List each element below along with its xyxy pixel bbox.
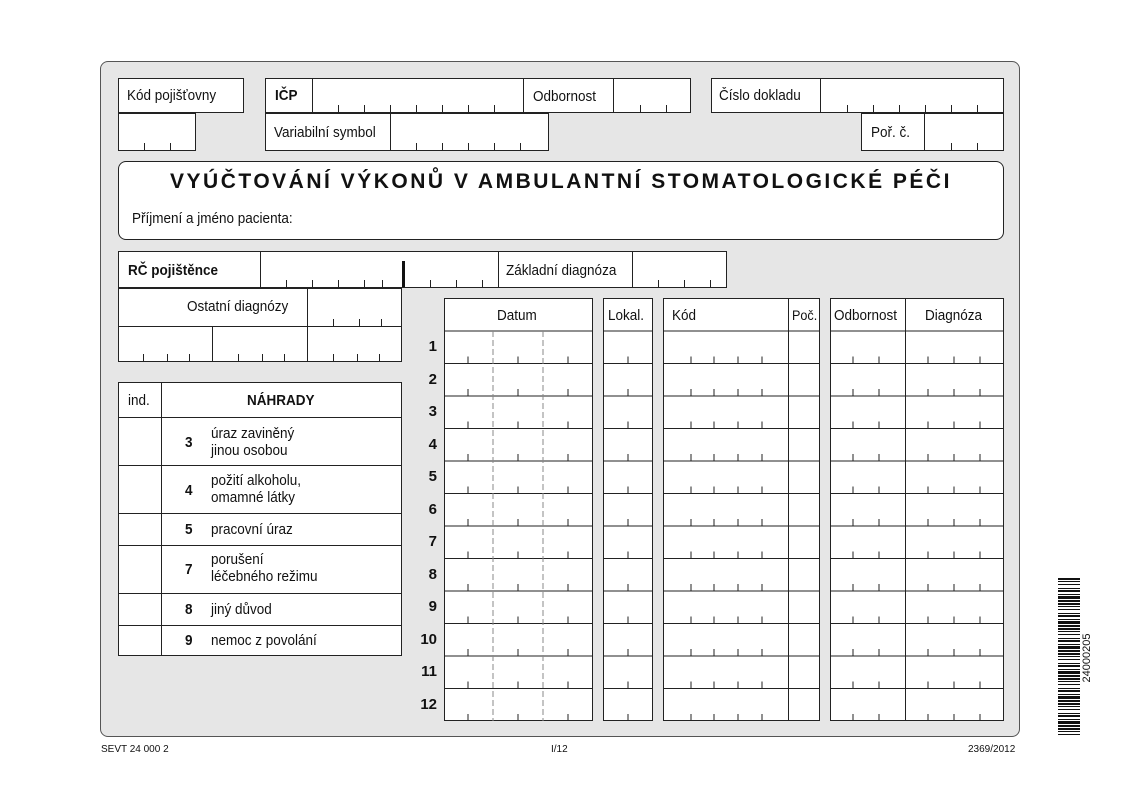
row-number: 1 xyxy=(428,338,437,355)
other-diagnoses-field[interactable] xyxy=(118,288,402,362)
row-number: 12 xyxy=(420,695,437,713)
specialty-diagnosis-column[interactable] xyxy=(830,298,1004,721)
doc-number-field[interactable] xyxy=(711,78,1004,113)
icp-label: IČP xyxy=(275,87,298,104)
date-header: Datum xyxy=(497,307,537,324)
sequence-field[interactable] xyxy=(861,113,1004,151)
barcode-number: 24000205 xyxy=(1081,633,1093,683)
count-header: Poč. xyxy=(792,307,818,323)
row-number: 4 xyxy=(428,435,437,453)
footer-left: SEVT 24 000 2 xyxy=(101,744,169,755)
row-number: 11 xyxy=(421,663,437,680)
insurer-code-field[interactable] xyxy=(118,113,196,151)
row-number: 5 xyxy=(428,468,437,485)
row-number: 3 xyxy=(428,403,437,420)
form-title: VYÚČTOVÁNÍ VÝKONŮ V AMBULANTNÍ STOMATOLOGICKÉ PÉČI xyxy=(170,170,952,193)
row-number: 7 xyxy=(428,533,437,550)
variable-symbol-label: Variabilní symbol xyxy=(274,124,376,141)
row-number: 8 xyxy=(428,565,437,583)
compensation-heading: NÁHRADY xyxy=(247,392,315,409)
footer-right: 2369/2012 xyxy=(968,744,1016,755)
barcode xyxy=(1058,578,1080,738)
code-column[interactable] xyxy=(663,298,820,721)
insurer-code-label: Kód pojišťovny xyxy=(127,87,217,104)
code-header: Kód xyxy=(672,307,697,324)
locality-column[interactable] xyxy=(603,298,653,721)
row-number: 6 xyxy=(428,500,437,518)
row-number: 10 xyxy=(420,630,437,648)
icp-field[interactable] xyxy=(265,78,691,113)
diagnosis-header: Diagnóza xyxy=(925,307,983,324)
compensation-table: ind. NÁHRADY 3 úraz zaviněný jinou osobou 4 požití alkoholu, omamné látky 5 pracovní úraz 7 porušení léčebného režimu 8 jiný důvod 9 nemoc z povolání xyxy=(118,382,402,656)
rc-field[interactable] xyxy=(118,251,727,288)
sequence-label: Poř. č. xyxy=(871,124,911,141)
locality-header: Lokal. xyxy=(608,307,645,324)
ind-label: ind. xyxy=(128,392,150,409)
rc-label: RČ pojištěnce xyxy=(128,262,219,279)
specialty-label: Odbornost xyxy=(533,88,597,105)
other-diagnoses-label: Ostatní diagnózy xyxy=(187,298,289,315)
row-number: 9 xyxy=(428,598,437,615)
patient-name-label: Příjmení a jméno pacienta: xyxy=(132,210,293,227)
row-number: 2 xyxy=(428,370,437,388)
footer-center: I/12 xyxy=(551,744,568,755)
variable-symbol-field[interactable] xyxy=(265,113,549,151)
date-column[interactable] xyxy=(444,298,593,721)
specialty-header: Odbornost xyxy=(834,307,898,324)
main-diagnosis-label: Základní diagnóza xyxy=(506,262,617,279)
doc-number-label: Číslo dokladu xyxy=(719,87,801,104)
insurer-code-label-box xyxy=(118,78,244,113)
